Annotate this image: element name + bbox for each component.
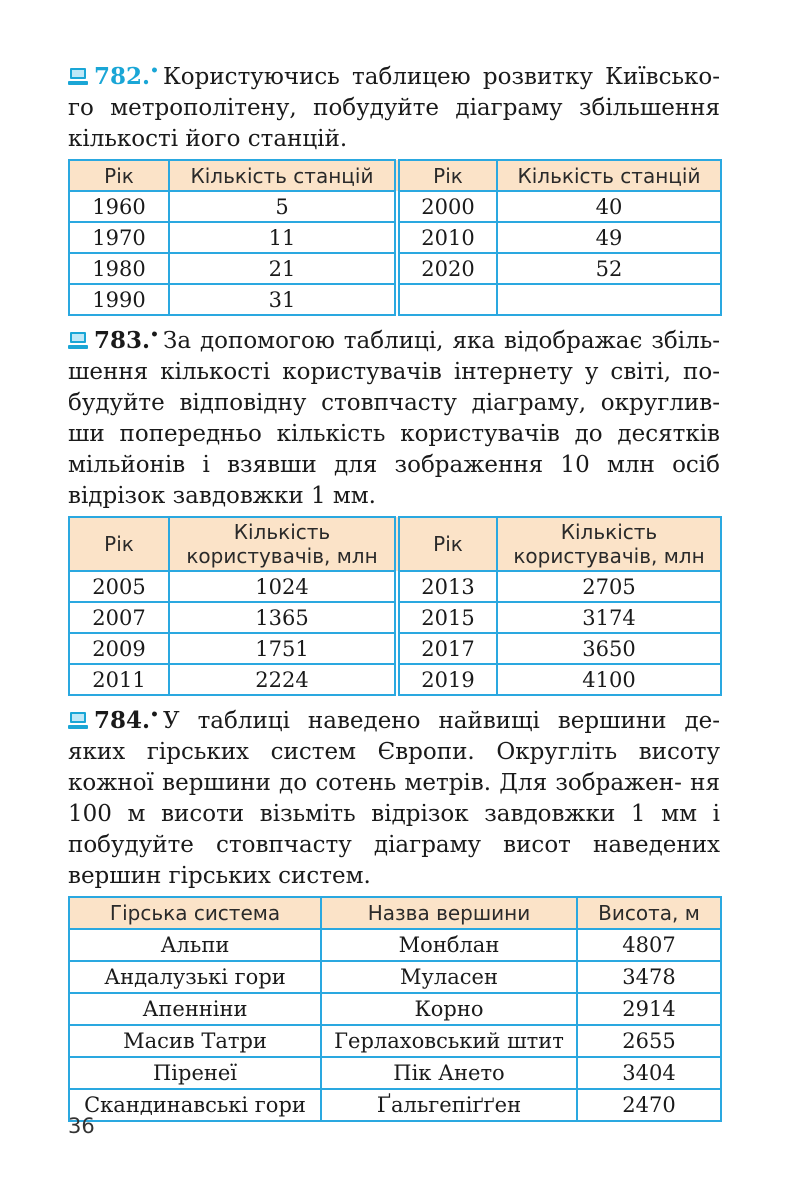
- header-cell: Висота, м: [577, 897, 721, 929]
- difficulty-dot: •: [150, 327, 159, 343]
- table-row: Альпи Монблан 4807: [69, 929, 721, 961]
- header-cell: Гірська система: [69, 897, 321, 929]
- header-cell: Кількість станцій: [497, 160, 721, 191]
- header-cell: Рік: [69, 517, 169, 571]
- task-782-text: 782.• Користуючись таблицею розвитку Київсько- го метрополітену, побудуйте діаграму збільшення кількості його станцій.: [68, 63, 720, 152]
- table-row: Масив Татри Герлаховський штит 2655: [69, 1025, 721, 1057]
- table-row: 1980 21 2020 52: [69, 253, 721, 284]
- header-cell: Рік: [397, 517, 497, 571]
- task-784: [68, 700, 720, 1122]
- header-cell: Кількість користувачів, млн: [497, 517, 721, 571]
- table-row: 2009 1751 2017 3650: [69, 633, 721, 664]
- internet-users-table: [68, 516, 722, 696]
- textbook-page: [68, 56, 720, 1126]
- task-783-text: 783.• За допомогою таблиці, яка відображає збіль- шення кількості користувачів інтернету у світі, по- будуйте відповідну стовпчасту діаграму, округлив- ши попередньо кількість користувачів до десятків мільйонів і взявши для зображення 10 млн осіб відрізок завдовжки 1 мм.: [68, 327, 720, 509]
- header-cell: Рік: [69, 160, 169, 191]
- difficulty-dot: •: [150, 707, 159, 723]
- table-row: 2011 2224 2019 4100: [69, 664, 721, 695]
- table-row: 1960 5 2000 40: [69, 191, 721, 222]
- difficulty-dot: •: [150, 63, 159, 79]
- page-number: 36: [68, 1114, 95, 1138]
- task-number: 784.: [94, 707, 151, 734]
- header-cell: Кількість станцій: [169, 160, 397, 191]
- metro-stations-table: [68, 159, 722, 316]
- task-783: [68, 320, 720, 696]
- mountain-peaks-table: [68, 896, 722, 1122]
- header-cell: Назва вершини: [321, 897, 577, 929]
- table-row: 1970 11 2010 49: [69, 222, 721, 253]
- table-row: 2005 1024 2013 2705: [69, 571, 721, 602]
- table-header-row: [69, 517, 721, 571]
- task-number: 783.: [94, 327, 151, 354]
- table-row: Андалузькі гори Муласен 3478: [69, 961, 721, 993]
- table-row: Скандинавські гори Ґальгепіґґен 2470: [69, 1089, 721, 1121]
- task-782: [68, 56, 720, 316]
- table-header-row: [69, 160, 721, 191]
- table-row: 1990 31: [69, 284, 721, 315]
- header-cell: Кількість користувачів, млн: [169, 517, 397, 571]
- header-cell: Рік: [397, 160, 497, 191]
- computer-icon: [68, 68, 88, 85]
- table-row: 2007 1365 2015 3174: [69, 602, 721, 633]
- table-row: Апенніни Корно 2914: [69, 993, 721, 1025]
- task-784-text: 784.• У таблиці наведено найвищі вершини де- яких гірських систем Європи. Округліть висоту кожної вершини до сотень метрів. Для зображен- ня 100 м висоти візьміть відрізок завдовжки 1 мм і побудуйте стовпчасту діаграму висот наведених вершин гірських систем.: [68, 707, 720, 889]
- table-row: Піренеї Пік Ането 3404: [69, 1057, 721, 1089]
- computer-icon: [68, 332, 88, 349]
- table-header-row: [69, 897, 721, 929]
- computer-icon: [68, 712, 88, 729]
- task-number: 782.: [94, 63, 151, 90]
